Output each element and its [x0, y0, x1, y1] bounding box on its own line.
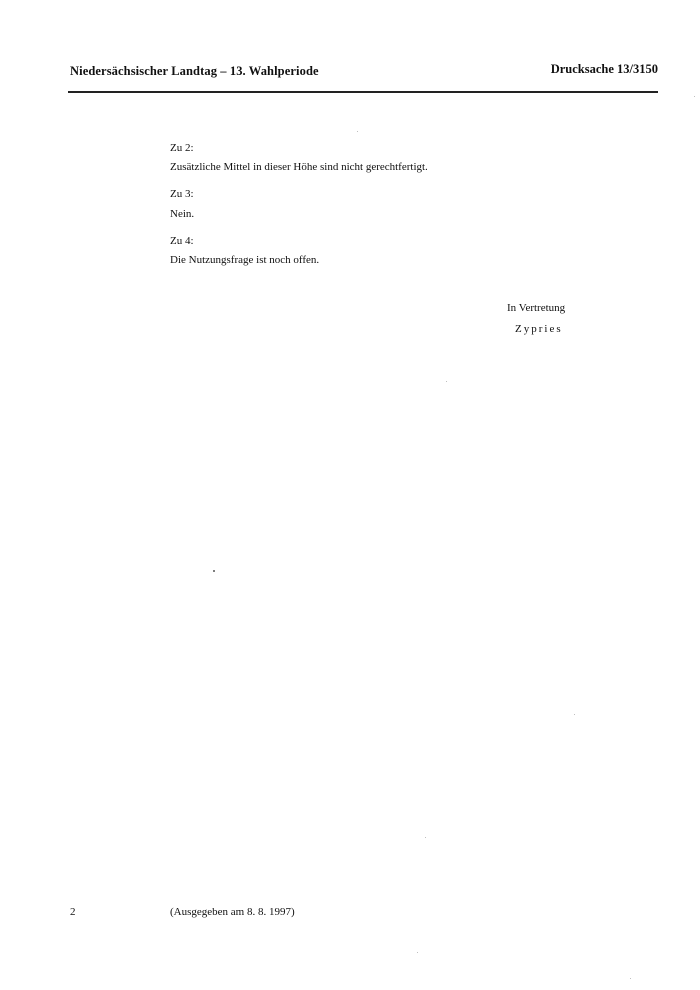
answer-heading-2: Zu 2:	[170, 142, 194, 154]
scan-speck	[425, 837, 426, 838]
answer-text-3: Nein.	[170, 208, 195, 220]
scan-speck	[446, 381, 447, 382]
scan-speck	[417, 952, 418, 953]
answer-text-2: Zusätzliche Mittel in dieser Höhe sind nicht gerechtfertigt.	[170, 161, 428, 173]
issue-date-note: (Ausgegeben am 8. 8. 1997)	[170, 906, 295, 918]
scan-speck	[694, 96, 695, 97]
signature-name: Zypries	[515, 323, 563, 335]
page-number: 2	[70, 906, 76, 918]
answer-text-4: Die Nutzungsfrage ist noch offen.	[170, 254, 320, 266]
header-parliament-title: Niedersächsischer Landtag – 13. Wahlperiode	[70, 64, 319, 78]
header-divider	[68, 91, 658, 93]
scan-speck	[213, 570, 215, 572]
answer-heading-3: Zu 3:	[170, 188, 194, 200]
answer-heading-4: Zu 4:	[170, 235, 194, 247]
scan-speck	[574, 714, 575, 715]
scan-speck	[630, 978, 631, 979]
header-document-number: Drucksache 13/3150	[550, 62, 658, 76]
scan-speck	[357, 131, 358, 132]
signature-role: In Vertretung	[507, 302, 566, 314]
